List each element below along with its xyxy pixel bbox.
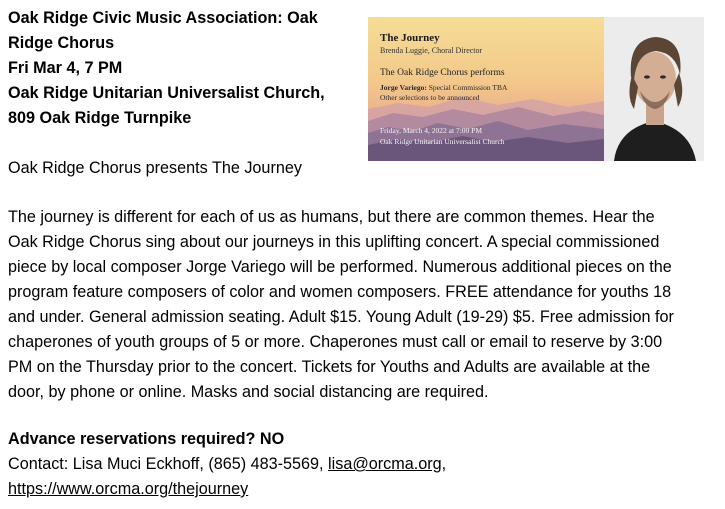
flyer-venue: Oak Ridge Unitarian Universalist Church — [380, 137, 505, 146]
contact-comma: , — [441, 455, 447, 473]
presents-line: Oak Ridge Chorus presents The Journey — [8, 159, 302, 177]
header-line-date: Fri Mar 4, 7 PM — [8, 59, 123, 77]
email-link[interactable]: lisa@orcma.org — [328, 455, 442, 473]
description-line: chaperones of youth groups of 5 or more. Chaperones must call or email to reserve by 3:00 — [8, 333, 663, 351]
header-line-address: 809 Oak Ridge Turnpike — [8, 109, 192, 127]
event-description — [8, 205, 720, 405]
director-portrait-photo — [604, 17, 704, 161]
description-line: piece by local composer Jorge Variego will be performed. Numerous additional pieces on the — [8, 258, 672, 276]
flyer-director: Brenda Luggie, Choral Director — [380, 46, 483, 55]
flyer-date-time: Friday, March 4, 2022 at 7:00 PM — [380, 126, 483, 135]
description-line: program feature composers of color and women composers. FREE attendance for youths 18 — [8, 283, 672, 301]
website-line — [8, 477, 248, 502]
contact-text: Contact: Lisa Muci Eckhoff, (865) 483-5569, — [8, 455, 329, 473]
description-line: door, by phone or online. Masks and social distancing are required. — [8, 383, 489, 401]
header-line-group: Ridge Chorus — [8, 34, 115, 52]
description-line: and under. General admission seating. Adult $15. Young Adult (19-29) $5. Free admission for — [8, 308, 674, 326]
header-line-organization: Oak Ridge Civic Music Association: Oak — [8, 9, 318, 27]
flyer-title: The Journey — [380, 32, 440, 44]
flyer-piece-name: Special Commission TBA — [426, 83, 508, 92]
header-line-venue: Oak Ridge Unitarian Universalist Church, — [8, 84, 325, 102]
flyer-performs: The Oak Ridge Chorus performs — [380, 68, 505, 78]
description-line: Oak Ridge Chorus sing about our journeys in this uplifting concert. A special commissioned — [8, 233, 660, 251]
website-link[interactable]: https://www.orcma.org/thejourney — [8, 480, 249, 498]
description-line: PM on the Thursday prior to the concert. Tickets for Youths and Adults are available at the — [8, 358, 651, 376]
reservations-required: Advance reservations required? NO — [8, 430, 285, 448]
contact-line — [8, 452, 446, 477]
event-flyer-image — [368, 17, 704, 161]
flyer-composer: Jorge Variego: — [380, 83, 427, 92]
event-header — [8, 6, 358, 131]
flyer-other-selections: Other selections to be announced — [380, 93, 480, 102]
flyer-commission — [380, 83, 507, 92]
description-line: The journey is different for each of us as humans, but there are common themes. Hear the — [8, 208, 655, 226]
